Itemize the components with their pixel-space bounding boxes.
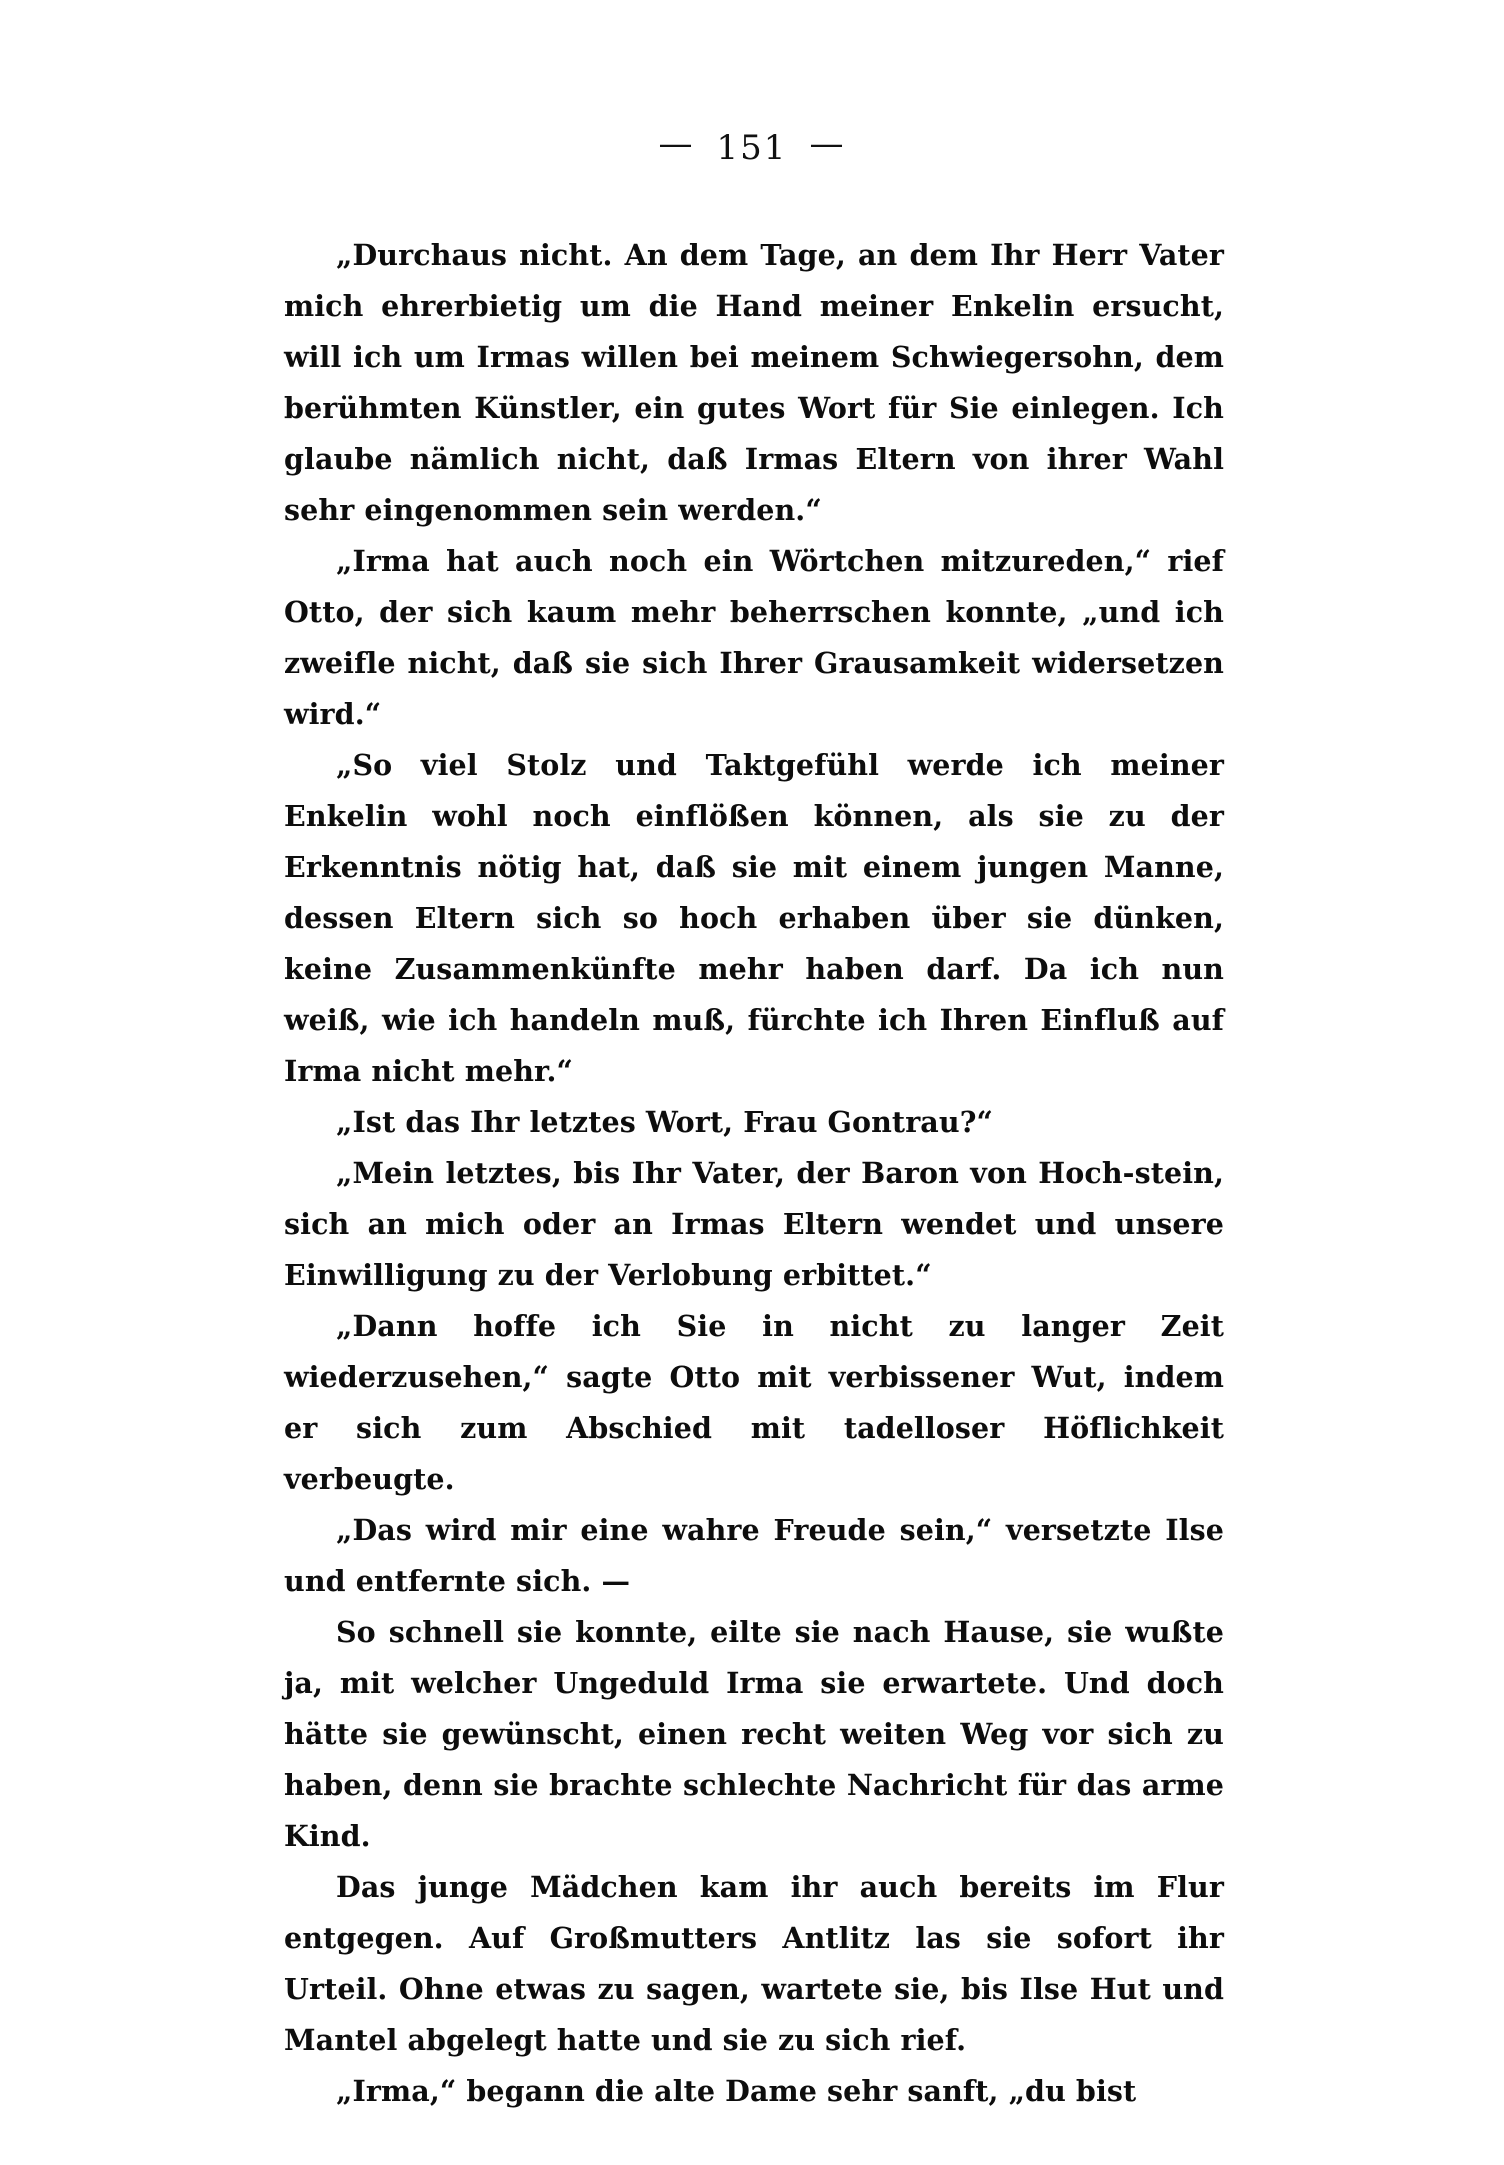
paragraph: So schnell sie konnte, eilte sie nach Hause, sie wußte ja, mit welcher Ungeduld Irma sie erwartete. Und doch hätte sie gewünscht, einen recht weiten Weg vor sich zu haben, denn sie brachte schlechte Nachricht für das arme Kind. — [284, 1615, 1224, 1853]
body-text — [284, 230, 1224, 2117]
paragraph: „Durchaus nicht. An dem Tage, an dem Ihr Herr Vater mich ehrerbietig um die Hand meiner Enkelin ersucht, will ich um Irmas willen bei meinem Schwiegersohn, dem berühmten Künstler, ein gutes Wort für Sie einlegen. Ich glaube nämlich nicht, daß Irmas Eltern von ihrer Wahl sehr eingenommen sein werden.“ — [284, 238, 1224, 527]
paragraph: „Das wird mir eine wahre Freude sein,“ versetzte Ilse und entfernte sich. — — [284, 1513, 1224, 1598]
page-number-value: 151 — [716, 128, 788, 168]
page-number — [0, 124, 1504, 168]
paragraph: Das junge Mädchen kam ihr auch bereits im Flur entgegen. Auf Großmutters Antlitz las sie sofort ihr Urteil. Ohne etwas zu sagen, wartete sie, bis Ilse Hut und Mantel abgelegt hatte und sie zu sich rief. — [284, 1870, 1224, 2057]
page-number-dash-left: — — [658, 124, 695, 164]
paragraph: „Irma hat auch noch ein Wörtchen mitzureden,“ rief Otto, der sich kaum mehr beherrschen konnte, „und ich zweifle nicht, daß sie sich Ihrer Grausamkeit widersetzen wird.“ — [284, 544, 1224, 731]
paragraph: „Dann hoffe ich Sie in nicht zu langer Zeit wiederzusehen,“ sagte Otto mit verbissener Wut, indem er sich zum Abschied mit tadelloser Höflichkeit verbeugte. — [284, 1309, 1224, 1496]
page-number-dash-right: — — [809, 124, 846, 164]
paragraph: „Mein letztes, bis Ihr Vater, der Baron von Hoch-stein, sich an mich oder an Irmas Eltern wendet und unsere Einwilligung zu der Verlobung erbittet.“ — [284, 1156, 1224, 1292]
paragraph: „Ist das Ihr letztes Wort, Frau Gontrau?“ — [336, 1105, 993, 1139]
paragraph: „Irma,“ begann die alte Dame sehr sanft, „du bist — [336, 2074, 1137, 2108]
paragraph: „So viel Stolz und Taktgefühl werde ich meiner Enkelin wohl noch einflößen können, als sie zu der Erkenntnis nötig hat, daß sie mit einem jungen Manne, dessen Eltern sich so hoch erhaben über sie dünken, keine Zusammenkünfte mehr haben darf. Da ich nun weiß, wie ich handeln muß, fürchte ich Ihren Einfluß auf Irma nicht mehr.“ — [284, 748, 1224, 1088]
